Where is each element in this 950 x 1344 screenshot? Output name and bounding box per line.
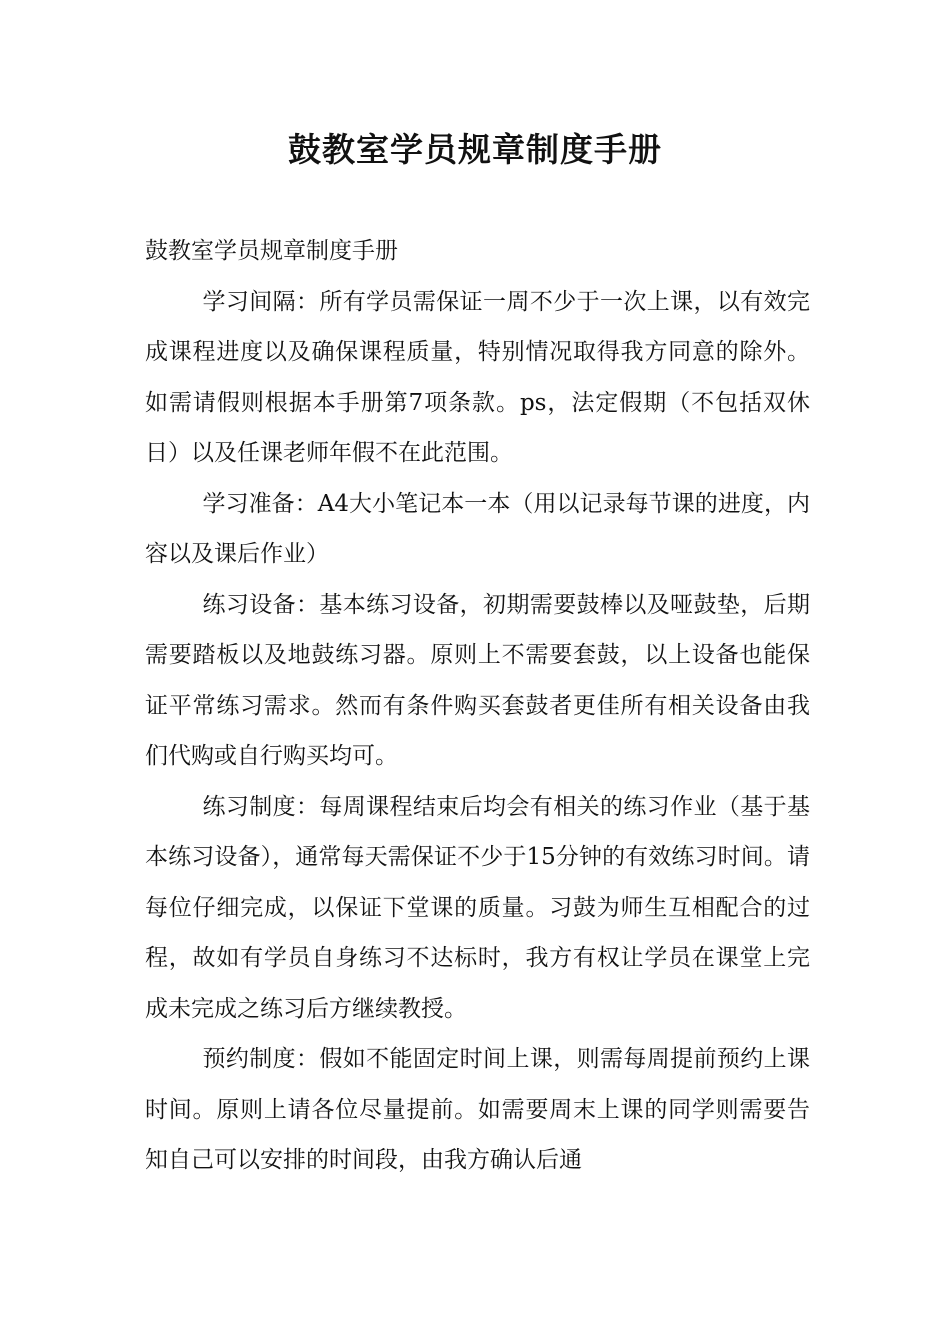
- document-body: [145, 226, 810, 1186]
- paragraph-practice-equipment: 练习设备：基本练习设备，初期需要鼓棒以及哑鼓垫，后期需要踏板以及地鼓练习器。原则上不需要套鼓，以上设备也能保证平常练习需求。然而有条件购买套鼓者更佳所有相关设备由我们代购或自行购买均可。: [145, 591, 810, 769]
- paragraph-study-preparation: 学习准备：A4大小笔记本一本（用以记录每节课的进度，内容以及课后作业）: [145, 490, 810, 567]
- paragraph-practice-system: 练习制度：每周课程结束后均会有相关的练习作业（基于基本练习设备），通常每天需保证不少于15分钟的有效练习时间。请每位仔细完成，以保证下堂课的质量。习鼓为师生互相配合的过程，故如有学员自身练习不达标时，我方有权让学员在课堂上完成未完成之练习后方继续教授。: [145, 793, 810, 1022]
- paragraph-booking-system: 预约制度：假如不能固定时间上课，则需每周提前预约上课时间。原则上请各位尽量提前。如需要周末上课的同学则需要告知自己可以安排的时间段，由我方确认后通: [145, 1046, 810, 1173]
- document-title: 鼓教室学员规章制度手册: [288, 130, 662, 169]
- paragraph-study-interval: 学习间隔：所有学员需保证一周不少于一次上课，以有效完成课程进度以及确保课程质量，特别情况取得我方同意的除外。如需请假则根据本手册第7项条款。ps，法定假期（不包括双休日）以及任课老师年假不在此范围。: [145, 288, 810, 466]
- document-subtitle: 鼓教室学员规章制度手册: [145, 238, 398, 264]
